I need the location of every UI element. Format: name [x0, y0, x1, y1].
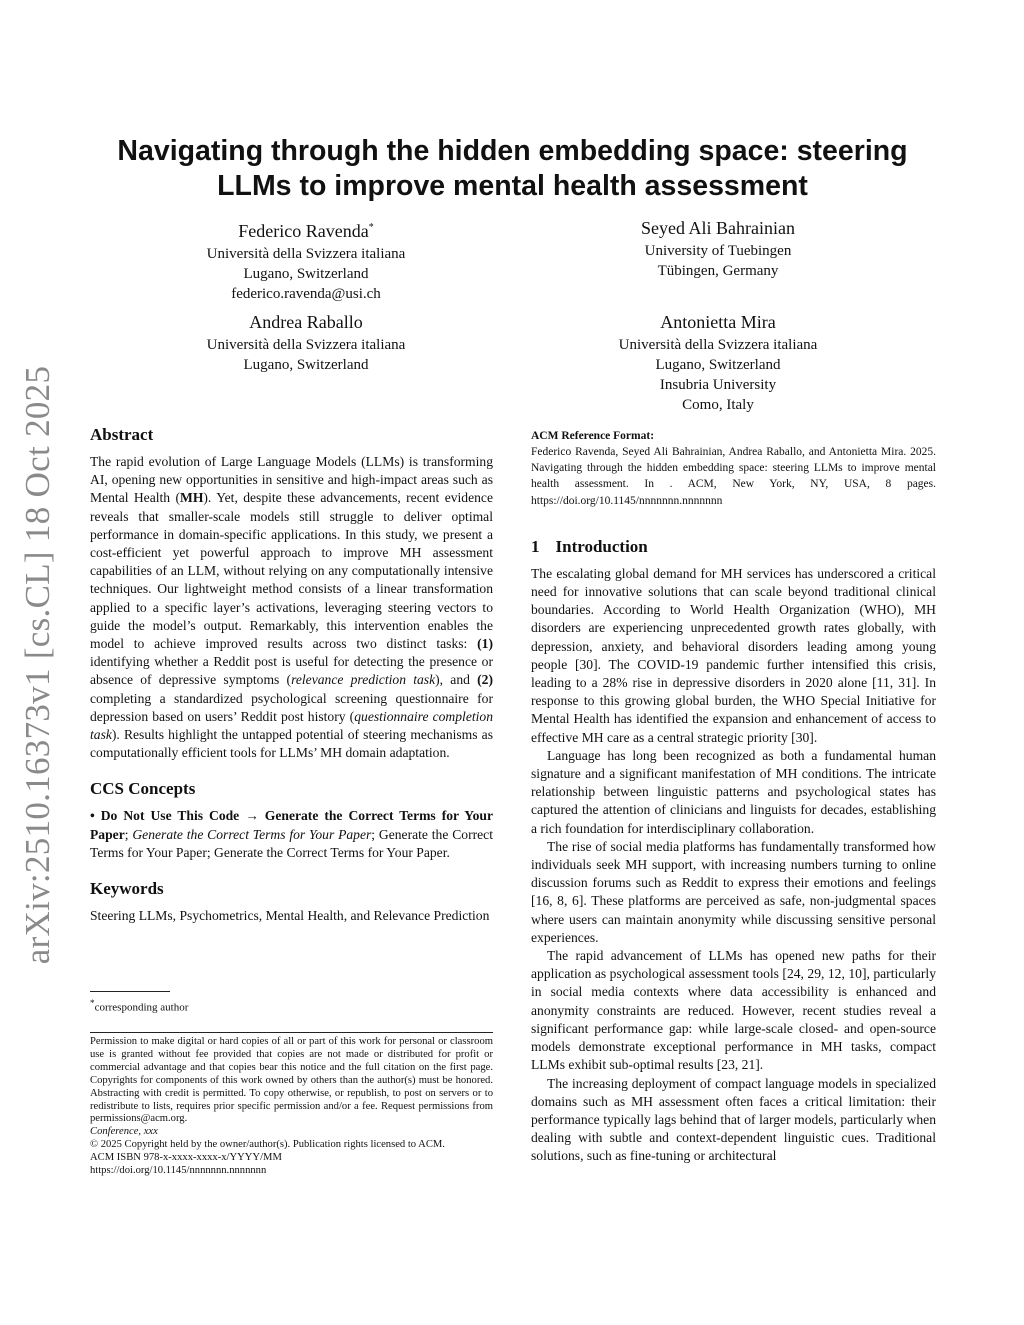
intro-paragraph: The rise of social media platforms has fundamentally transformed how individuals seek MH support, with increasing numbers turning to online discussion forums such as Reddit to express their emotions and feelings [16, 8, 6]. These platforms are perceived as safe, non-judgmental spaces where users can maintain anonymity while discussing sensitive personal experiences. [531, 838, 936, 945]
author-footnote-mark: * [368, 222, 374, 233]
copyright-line: © 2025 Copyright held by the owner/author(s). Publication rights licensed to ACM. [90, 1139, 445, 1151]
permission-rule [90, 1032, 493, 1033]
acm-reference-heading: ACM Reference Format: [531, 430, 655, 442]
author-block [568, 216, 868, 281]
author-name: Seyed Ali Bahrainian [641, 218, 795, 238]
intro-paragraph: Language has long been recognized as both a fundamental human signature and a significant manifestation of MH conditions. The intricate relationship between linguistic patterns and psychological states has captured the attention of clinicians and linguists for decades, establishing a rich foundation for interdisciplinary collaboration. [531, 747, 936, 836]
footnote-rule [90, 991, 170, 992]
introduction-heading: 1 Introduction [531, 536, 648, 556]
ccs-concepts-text: • Do Not Use This Code → Generate the Correct Terms for Your Paper; Generate the Correct Terms for Your Paper; Generate the Correct Terms for Your Paper; Generate the Correct Terms for Your Paper. [90, 808, 493, 860]
author-name: Federico Ravenda* [238, 221, 374, 241]
author-affiliation: Università della Svizzera italiana [618, 337, 818, 353]
author-affiliation: Università della Svizzera italiana [206, 337, 406, 353]
intro-paragraph: The increasing deployment of compact language models in specialized domains such as MH assessment often faces a critical limitation: their performance typically lags behind that of larger models, particularly when dealing with subtle and context-dependent linguistic cues. Traditional solutions, such as fine-tuning or architectural [531, 1075, 936, 1164]
author-location: Lugano, Switzerland [243, 357, 369, 373]
author-affiliation: Università della Svizzera italiana [206, 246, 406, 262]
keywords-text: Steering LLMs, Psychometrics, Mental Health, and Relevance Prediction [90, 908, 490, 924]
author-name: Antonietta Mira [660, 312, 776, 332]
author-name: Andrea Raballo [249, 312, 363, 332]
abstract-heading: Abstract [90, 425, 154, 444]
author-email[interactable]: federico.ravenda@usi.ch [231, 286, 381, 302]
author-affiliation: University of Tuebingen [644, 243, 792, 259]
ccs-concepts-heading: CCS Concepts [90, 779, 196, 799]
conference-name: Conference, xxx [90, 1126, 158, 1138]
right-column [531, 429, 936, 1166]
arxiv-identifier-text: arXiv:2510.16373v1 [cs.CL] 18 Oct 2025 [18, 365, 57, 965]
isbn-line: ACM ISBN 978-x-xxxx-xxxx-x/YYYY/MM [90, 1152, 282, 1164]
author-block [156, 310, 456, 375]
footnote: *corresponding author [90, 998, 189, 1014]
doi-link[interactable]: https://doi.org/10.1145/nnnnnnn.nnnnnnn [90, 1165, 267, 1177]
abstract-text: The rapid evolution of Large Language Models (LLMs) is transforming AI, opening new opportunities in sensitive and high-impact areas such as Mental Health (MH). Yet, despite these advancements, recent evidence reveals that smaller-scale models still struggle to deliver optimal performance in domain-specific applications. In this study, we present a cost-efficient yet powerful approach to improve MH assessment capabilities of an LLM, without relying on any computationally intensive techniques. Our lightweight method consists of a linear transformation applied to a specific layer’s activations, leveraging steering vectors to guide the model’s output. Remarkably, this intervention enables the model to achieve improved results across two distinct tasks: (1) identifying whether a Reddit post is useful for detecting the presence or absence of depressive symptoms (relevance prediction task), and (2) completing a standardized psychological screening questionnaire for depression based on users’ Reddit post history (questionnaire completion task). Results highlight the untapped potential of steering mechanisms as computationally efficient tools for LLMs’ MH domain adaptation. [90, 454, 493, 761]
intro-paragraph: The escalating global demand for MH services has underscored a critical need for innovative solutions that can scale beyond traditional clinical boundaries. According to World Health Organization (WHO), MH disorders are experiencing unprecedented growth rates globally, with depression, anxiety, and behavioral disorders leading among young people [30]. The COVID-19 pandemic further intensified this crisis, leading to a 28% rise in depressive disorders in 2020 alone [11, 31]. In response to this growing global burden, the WHO Special Initiative for Mental Health has identified the expansion and enhancement of access to effective MH care as a central strategic priority [30]. [531, 565, 936, 745]
author-location: Lugano, Switzerland [655, 357, 781, 373]
intro-paragraph: The rapid advancement of LLMs has opened new paths for their application as psychological assessment tools [24, 29, 12, 10], particularly in social media contexts where data accessibility is enhanced and anonymity constraints are reduced. However, recent studies reveal a significant performance gap: while large-scale closed- and open-source models demonstrate exceptional performance in MH tasks, compact LLMs exhibit sub-optimal results [23, 21]. [531, 948, 936, 1073]
acm-reference-text: Federico Ravenda, Seyed Ali Bahrainian, Andrea Raballo, and Antonietta Mira. 2025. Navigating through the hidden embedding space: steering LLMs to improve mental health assessment. In . ACM, New York, NY, USA, 8 pages. https://doi.org/10.1145/nnnnnnn.nnnnnnn [531, 446, 936, 507]
permission-block [90, 1036, 493, 1178]
keywords-heading: Keywords [90, 879, 164, 899]
permission-text: Permission to make digital or hard copies of all or part of this work for personal or classroom use is granted without fee provided that copies are not made or distributed for profit or commercial advantage and that copies bear this notice and the full citation on the first page. Copyrights for components of this work owned by others than the author(s) must be honored. Abstracting with credit is permitted. To copy otherwise, or republish, to post on servers or to redistribute to lists, requires prior specific permission and/or a fee. Request permissions from permissions@acm.org. [90, 1036, 493, 1125]
author-location-2: Como, Italy [682, 397, 754, 413]
author-location: Tübingen, Germany [657, 263, 779, 279]
author-block [156, 216, 456, 304]
arxiv-identifier [8, 365, 68, 965]
paper-title: Navigating through the hidden embedding space: steering LLMs to improve mental health assessment [117, 135, 908, 202]
left-column [90, 424, 493, 925]
author-affiliation-2: Insubria University [659, 377, 777, 393]
author-block [568, 310, 868, 415]
author-location: Lugano, Switzerland [243, 266, 369, 282]
